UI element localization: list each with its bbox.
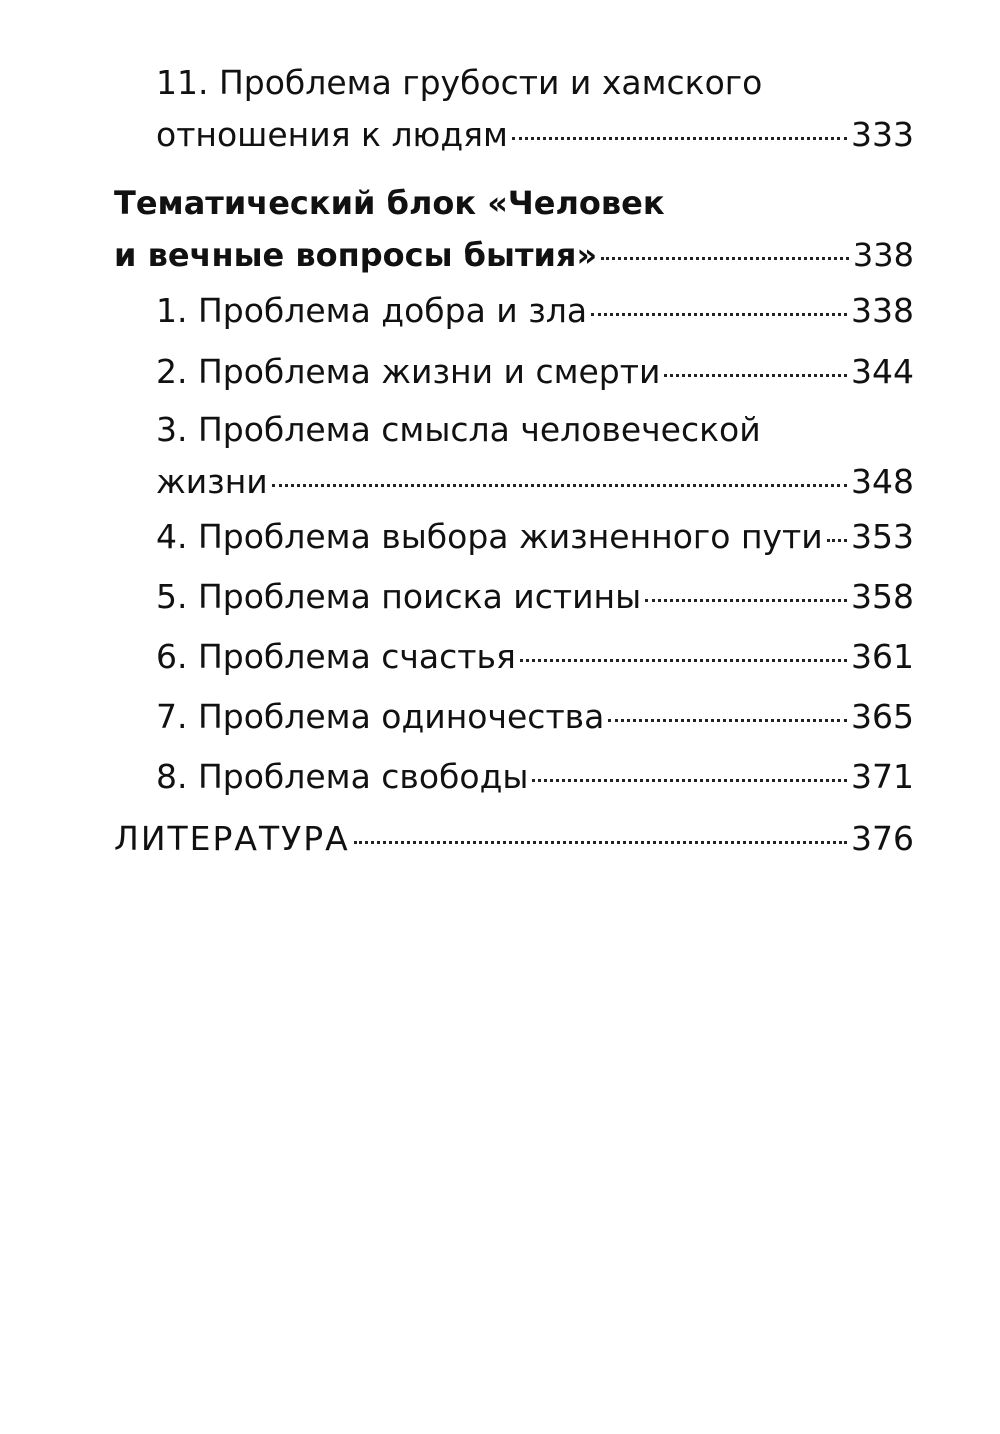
toc-entry-literature[interactable] <box>114 814 914 866</box>
dot-leader <box>601 257 849 260</box>
toc-entry-title: 6. Проблема счастья <box>156 637 516 676</box>
toc-entry-4[interactable] <box>156 512 914 564</box>
dot-leader <box>520 659 847 662</box>
toc-entry-2[interactable] <box>156 347 914 399</box>
toc-entry-6[interactable] <box>156 632 914 684</box>
toc-entry-title: 11. Проблема грубости и хамского <box>156 63 763 102</box>
toc-entry-1[interactable] <box>156 286 914 338</box>
toc-page-number: 348 <box>851 462 914 501</box>
toc-entry-3[interactable] <box>156 405 914 509</box>
toc-entry-5[interactable] <box>156 572 914 624</box>
dot-leader <box>354 841 847 844</box>
dot-leader <box>608 719 847 722</box>
toc-page-number: 338 <box>852 236 914 274</box>
toc-entry-title: ЛИТЕРАТУРА <box>114 819 350 858</box>
toc-entry-title: 1. Проблема добра и зла <box>156 291 588 330</box>
toc-page-number: 353 <box>851 517 914 556</box>
toc-entry-title: 4. Проблема выбора жизненного пути <box>156 517 823 556</box>
section-title: Тематический блок «Человек <box>114 184 665 222</box>
dot-leader <box>272 484 847 487</box>
toc-entry-title-cont: отношения к людям <box>156 115 508 154</box>
toc-entry-title-cont: жизни <box>156 462 268 501</box>
toc-entry-title: 5. Проблема поиска истины <box>156 577 642 616</box>
toc-entry-11[interactable] <box>156 58 914 162</box>
section-title-cont: и вечные вопросы бытия» <box>114 236 598 274</box>
dot-leader <box>512 137 847 140</box>
dot-leader <box>532 779 847 782</box>
toc-entry-title: 3. Проблема смысла человеческой <box>156 410 761 449</box>
toc-entry-title: 8. Проблема свободы <box>156 757 529 796</box>
toc-page-number: 361 <box>851 637 914 676</box>
toc-page-number: 333 <box>851 115 914 154</box>
toc-page-number: 376 <box>851 819 914 858</box>
toc-entry-7[interactable] <box>156 692 914 744</box>
toc-page-number: 371 <box>851 757 914 796</box>
dot-leader <box>664 374 847 377</box>
toc-page-number: 338 <box>851 291 914 330</box>
toc-entry-title: 2. Проблема жизни и смерти <box>156 352 661 391</box>
dot-leader <box>591 313 847 316</box>
toc-page-number: 344 <box>851 352 914 391</box>
toc-entry-title: 7. Проблема одиночества <box>156 697 605 736</box>
toc-entry-8[interactable] <box>156 752 914 804</box>
toc-page-number: 358 <box>851 577 914 616</box>
dot-leader <box>645 599 847 602</box>
dot-leader <box>827 539 847 542</box>
toc-section-heading[interactable] <box>114 178 914 282</box>
toc-page-number: 365 <box>851 697 914 736</box>
